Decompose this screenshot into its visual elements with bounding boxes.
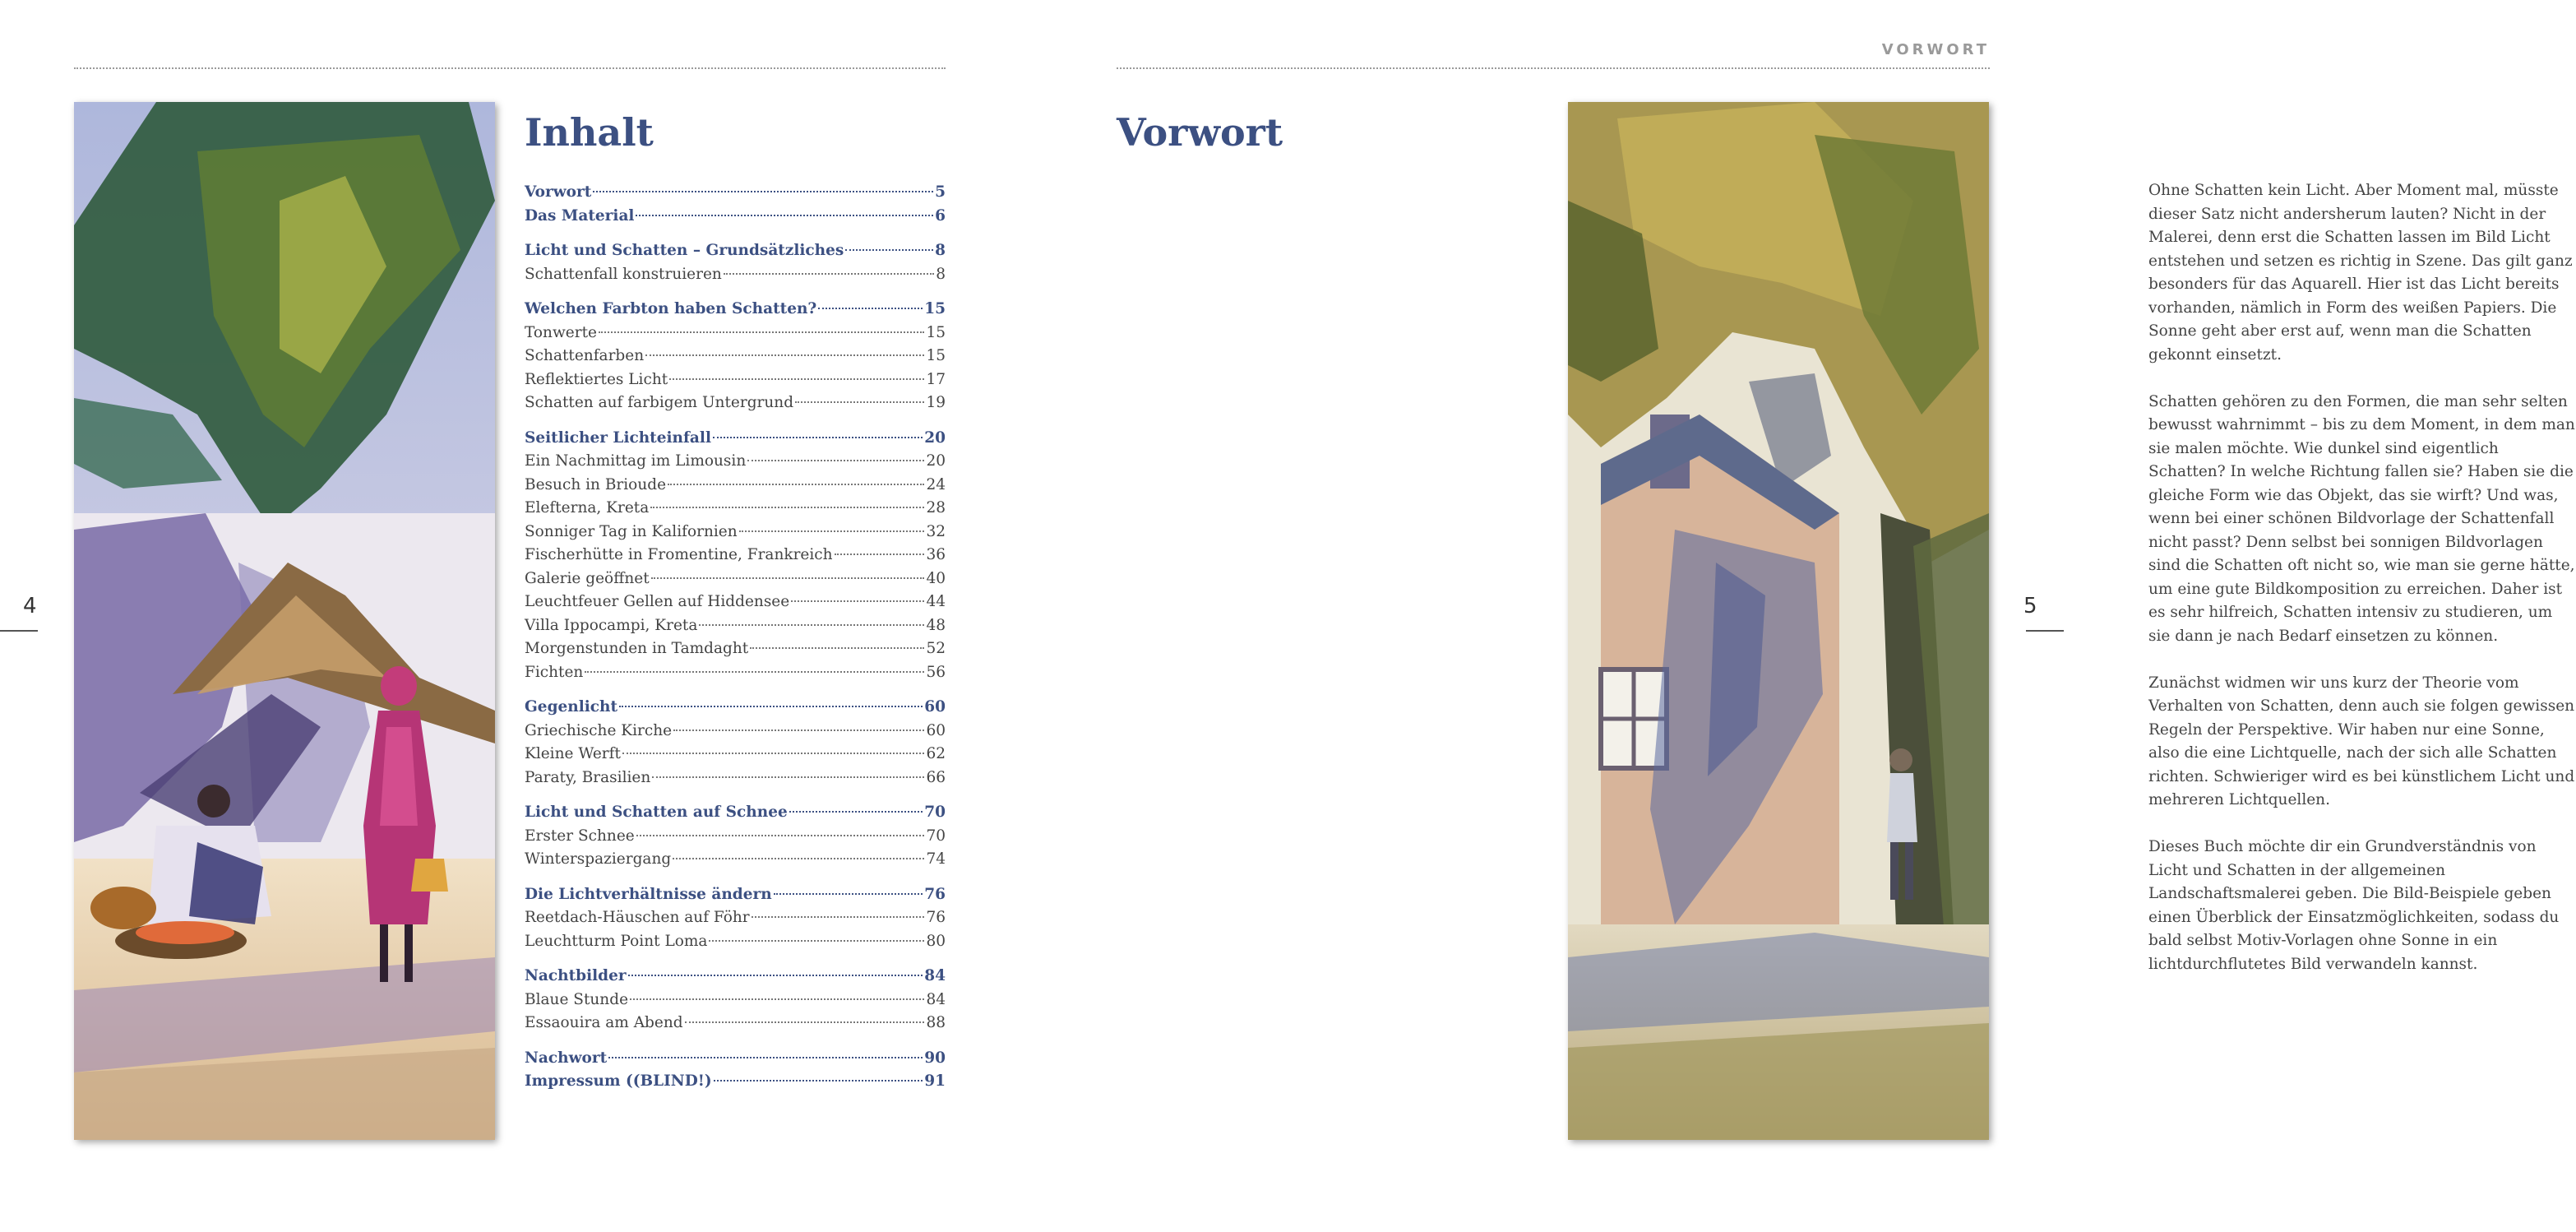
table-of-contents xyxy=(525,181,946,1105)
toc-entry-page: 19 xyxy=(926,394,946,411)
toc-entry-label: Sonniger Tag in Kalifornien xyxy=(525,522,738,540)
folio-mark-left xyxy=(0,630,38,632)
toc-leader-dots xyxy=(818,308,923,309)
toc-leader-dots xyxy=(636,835,925,836)
toc-leader-dots xyxy=(628,975,923,976)
toc-chapter-entry[interactable] xyxy=(525,696,946,720)
toc-section-entry[interactable] xyxy=(525,848,946,872)
toc-leader-dots xyxy=(585,671,924,673)
toc-leader-dots xyxy=(699,624,924,626)
header-rule xyxy=(1117,67,1990,69)
toc-section-entry[interactable] xyxy=(525,391,946,415)
toc-entry-label: Impressum ((BLIND!) xyxy=(525,1072,712,1090)
toc-group xyxy=(525,239,946,286)
toc-entry-label: Besuch in Brioude xyxy=(525,475,667,493)
preface-paragraph: Ohne Schatten kein Licht. Aber Moment mal, müsste dieser Satz nicht andersherum lauten? Nicht in der Malerei, denn erst die Schatten lassen im Bild Licht entstehen und setzen es richtig in Szene. Das gilt ganz besonders für das Aquarell. Hier ist das Licht bereits vorhanden, nämlich in Form des weißen Papiers. Die Sonne geht aber erst auf, wenn man die Schatten gekonnt einsetzt. xyxy=(2148,182,2573,364)
toc-section-entry[interactable] xyxy=(525,322,946,345)
toc-group xyxy=(525,883,946,954)
toc-entry-page: 91 xyxy=(924,1072,946,1090)
toc-entry-label: Die Lichtverhältnisse ändern xyxy=(525,885,772,903)
toc-entry-page: 8 xyxy=(936,265,946,283)
toc-entry-label: Essaouira am Abend xyxy=(525,1014,683,1031)
folio-mark-right xyxy=(2026,630,2064,632)
toc-chapter-entry[interactable] xyxy=(525,883,946,907)
toc-group xyxy=(525,696,946,790)
toc-entry-page: 62 xyxy=(926,745,946,762)
toc-chapter-entry[interactable] xyxy=(525,239,946,263)
toc-entry-label: Galerie geöffnet xyxy=(525,569,650,587)
toc-section-entry[interactable] xyxy=(525,720,946,743)
watercolor-painting-house-under-tree xyxy=(1568,102,1989,1140)
toc-entry-page: 8 xyxy=(935,242,946,259)
watercolor-painting-market xyxy=(74,102,495,1140)
toc-leader-dots xyxy=(593,191,933,192)
toc-leader-dots xyxy=(650,507,924,508)
toc-section-entry[interactable] xyxy=(525,567,946,591)
toc-leader-dots xyxy=(645,354,924,356)
toc-entry-page: 56 xyxy=(926,663,946,681)
toc-section-entry[interactable] xyxy=(525,263,946,287)
toc-group xyxy=(525,1047,946,1094)
toc-entry-label: Leuchtturm Point Loma xyxy=(525,932,708,950)
toc-leader-dots xyxy=(636,215,933,216)
toc-entry-page: 17 xyxy=(926,370,946,388)
toc-section-entry[interactable] xyxy=(525,450,946,474)
header-rule xyxy=(74,67,946,69)
toc-leader-dots xyxy=(724,273,934,275)
toc-entry-page: 48 xyxy=(926,616,946,634)
toc-chapter-entry[interactable] xyxy=(525,181,946,205)
toc-entry-label: Licht und Schatten auf Schnee xyxy=(525,804,788,821)
toc-group xyxy=(525,801,946,872)
toc-entry-label: Welchen Farbton haben Schatten? xyxy=(525,300,817,317)
toc-entry-page: 15 xyxy=(926,323,946,341)
toc-entry-label: Schattenfarben xyxy=(525,347,645,364)
toc-entry-label: Seitlicher Lichteinfall xyxy=(525,428,711,447)
toc-entry-label: Paraty, Brasilien xyxy=(525,768,651,786)
toc-entry-label: Ein Nachmittag im Limousin xyxy=(525,452,747,470)
toc-entry-page: 66 xyxy=(926,768,946,786)
toc-entry-page: 90 xyxy=(924,1049,946,1067)
toc-entry-label: Reflektiertes Licht xyxy=(525,370,668,388)
toc-entry-label: Fischerhütte in Fromentine, Frankreich xyxy=(525,546,833,563)
toc-entry-page: 40 xyxy=(926,569,946,587)
toc-leader-dots xyxy=(739,530,925,532)
preface-body xyxy=(2148,179,2576,1000)
toc-group xyxy=(525,298,946,415)
toc-section-entry[interactable] xyxy=(525,368,946,392)
toc-leader-dots xyxy=(774,893,923,895)
running-head: VORWORT xyxy=(1881,41,1990,58)
toc-leader-dots xyxy=(619,706,923,707)
toc-leader-dots xyxy=(714,1080,923,1081)
toc-entry-label: Kleine Werft xyxy=(525,745,621,762)
toc-entry-label: Nachwort xyxy=(525,1049,608,1067)
toc-entry-page: 76 xyxy=(924,885,946,903)
toc-entry-page: 88 xyxy=(926,1014,946,1031)
toc-section-entry[interactable] xyxy=(525,767,946,790)
toc-leader-dots xyxy=(709,940,924,942)
toc-leader-dots xyxy=(789,811,923,813)
toc-entry-label: Leuchtfeuer Gellen auf Hiddensee xyxy=(525,593,790,610)
toc-entry-page: 74 xyxy=(926,850,946,868)
toc-section-entry[interactable] xyxy=(525,474,946,498)
toc-leader-dots xyxy=(668,484,924,485)
toc-leader-dots xyxy=(673,729,924,731)
toc-section-entry[interactable] xyxy=(525,591,946,614)
toc-entry-label: Blaue Stunde xyxy=(525,990,629,1008)
toc-entry-page: 6 xyxy=(935,206,946,225)
toc-leader-dots xyxy=(752,916,925,918)
toc-section-entry[interactable] xyxy=(525,930,946,954)
toc-entry-label: Morgenstunden in Tamdaght xyxy=(525,640,749,657)
toc-entry-label: Erster Schnee xyxy=(525,827,635,845)
toc-entry-label: Winterspaziergang xyxy=(525,850,672,868)
toc-entry-page: 44 xyxy=(926,593,946,610)
toc-entry-page: 76 xyxy=(926,909,946,926)
toc-entry-label: Reetdach-Häuschen auf Föhr xyxy=(525,909,750,926)
toc-section-entry[interactable] xyxy=(525,825,946,849)
preface-paragraph: Schatten gehören zu den Formen, die man sehr selten bewusst wahrnimmt – bis zu dem Moment, in dem man sie malen möchte. Wie dunkel sind eigentlich Schatten? In welche Richtung fallen sie? Haben sie die gleiche Form wie das Objekt, das sie wirft? Und was, wenn bei einer schönen Bildvorlage der Schattenfall nicht passt? Denn selbst bei sonnigen Bildvorlagen sind die Schatten oft nicht so, wie man sie gerne hätte, um eine gute Bildkomposition zu erreichen. Daher ist es sehr hilfreich, Schatten intensiv zu studieren, um sie dann je nach Bedarf einsetzen zu können. xyxy=(2148,392,2575,645)
toc-entry-label: Elefterna, Kreta xyxy=(525,499,650,516)
toc-group xyxy=(525,427,946,685)
toc-entry-page: 80 xyxy=(926,932,946,950)
toc-entry-label: Schattenfall konstruieren xyxy=(525,265,722,283)
toc-section-entry[interactable] xyxy=(525,521,946,544)
toc-entry-page: 15 xyxy=(924,300,946,317)
toc-section-entry[interactable] xyxy=(525,1012,946,1035)
toc-leader-dots xyxy=(599,331,924,333)
toc-leader-dots xyxy=(795,401,924,403)
right-page xyxy=(1032,0,2575,1232)
toc-leader-dots xyxy=(750,647,924,649)
toc-chapter-entry[interactable] xyxy=(525,1070,946,1094)
toc-entry-page: 28 xyxy=(926,499,946,516)
toc-entry-label: Licht und Schatten – Grundsätzliches xyxy=(525,242,844,259)
toc-section-entry[interactable] xyxy=(525,637,946,661)
toc-section-entry[interactable] xyxy=(525,661,946,685)
preface-paragraph: Dieses Buch möchte dir ein Grundverständnis von Licht und Schatten in der allgemeinen Landschaftsmalerei geben. Die Bild-Beispiele geben einen Überblick der Einsatzmöglichkeiten, sodass du bald selbst Motiv-Vorlagen ohne Sonne in ein lichtdurchflutetes Bild verwandeln kannst. xyxy=(2148,838,2560,973)
toc-entry-page: 84 xyxy=(926,990,946,1008)
toc-entry-page: 20 xyxy=(924,428,946,447)
toc-section-entry[interactable] xyxy=(525,497,946,521)
toc-section-entry[interactable] xyxy=(525,345,946,368)
toc-entry-label: Nachtbilder xyxy=(525,967,627,984)
toc-section-entry[interactable] xyxy=(525,544,946,567)
toc-leader-dots xyxy=(845,249,933,251)
toc-entry-label: Fichten xyxy=(525,663,584,681)
toc-chapter-entry[interactable] xyxy=(525,427,946,451)
toc-entry-page: 52 xyxy=(926,640,946,657)
toc-leader-dots xyxy=(747,460,924,461)
toc-leader-dots xyxy=(673,858,924,859)
toc-entry-page: 70 xyxy=(924,804,946,821)
toc-section-entry[interactable] xyxy=(525,906,946,930)
toc-chapter-entry[interactable] xyxy=(525,205,946,229)
page-number-left: 4 xyxy=(23,594,37,618)
toc-leader-dots xyxy=(652,776,924,778)
toc-leader-dots xyxy=(651,577,925,579)
toc-entry-page: 60 xyxy=(926,721,946,739)
preface-title: Vorwort xyxy=(1117,110,1283,155)
toc-leader-dots xyxy=(669,378,924,380)
toc-group xyxy=(525,965,946,1035)
toc-entry-page: 15 xyxy=(926,347,946,364)
toc-leader-dots xyxy=(630,998,924,1000)
toc-entry-page: 70 xyxy=(926,827,946,845)
left-page xyxy=(0,0,1032,1232)
toc-section-entry[interactable] xyxy=(525,989,946,1012)
toc-entry-label: Gegenlicht xyxy=(525,698,618,716)
toc-entry-page: 24 xyxy=(926,475,946,493)
toc-chapter-entry[interactable] xyxy=(525,298,946,322)
toc-leader-dots xyxy=(608,1057,923,1058)
toc-entry-label: Schatten auf farbigem Untergrund xyxy=(525,394,794,411)
toc-entry-label: Griechische Kirche xyxy=(525,721,673,739)
toc-leader-dots xyxy=(685,1021,925,1023)
toc-entry-page: 5 xyxy=(935,183,946,201)
toc-leader-dots xyxy=(835,553,925,555)
toc-section-entry[interactable] xyxy=(525,614,946,638)
toc-leader-dots xyxy=(713,437,923,438)
toc-group xyxy=(525,181,946,228)
preface-paragraph: Zunächst widmen wir uns kurz der Theorie vom Verhalten von Schatten, denn auch sie folgen gewissen Regeln der Perspektive. Wir haben nur eine Sonne, also die eine Lichtquelle, nach der sich alle Schatten richten. Schwieriger wird es bei künstlichem Licht und mehreren Lichtquellen. xyxy=(2148,674,2575,808)
toc-chapter-entry[interactable] xyxy=(525,801,946,825)
toc-entry-label: Das Material xyxy=(525,206,635,225)
toc-chapter-entry[interactable] xyxy=(525,965,946,989)
toc-entry-label: Vorwort xyxy=(525,183,592,201)
toc-entry-page: 60 xyxy=(924,698,946,716)
toc-leader-dots xyxy=(791,600,924,602)
toc-chapter-entry[interactable] xyxy=(525,1047,946,1071)
toc-title: Inhalt xyxy=(525,110,654,155)
toc-entry-page: 32 xyxy=(926,522,946,540)
toc-entry-page: 20 xyxy=(926,452,946,470)
toc-leader-dots xyxy=(622,753,925,754)
toc-entry-label: Tonwerte xyxy=(525,323,597,341)
toc-entry-label: Villa Ippocampi, Kreta xyxy=(525,616,698,634)
toc-section-entry[interactable] xyxy=(525,743,946,767)
toc-entry-page: 36 xyxy=(926,546,946,563)
page-number-right: 5 xyxy=(2023,594,2037,618)
toc-entry-page: 84 xyxy=(924,967,946,984)
